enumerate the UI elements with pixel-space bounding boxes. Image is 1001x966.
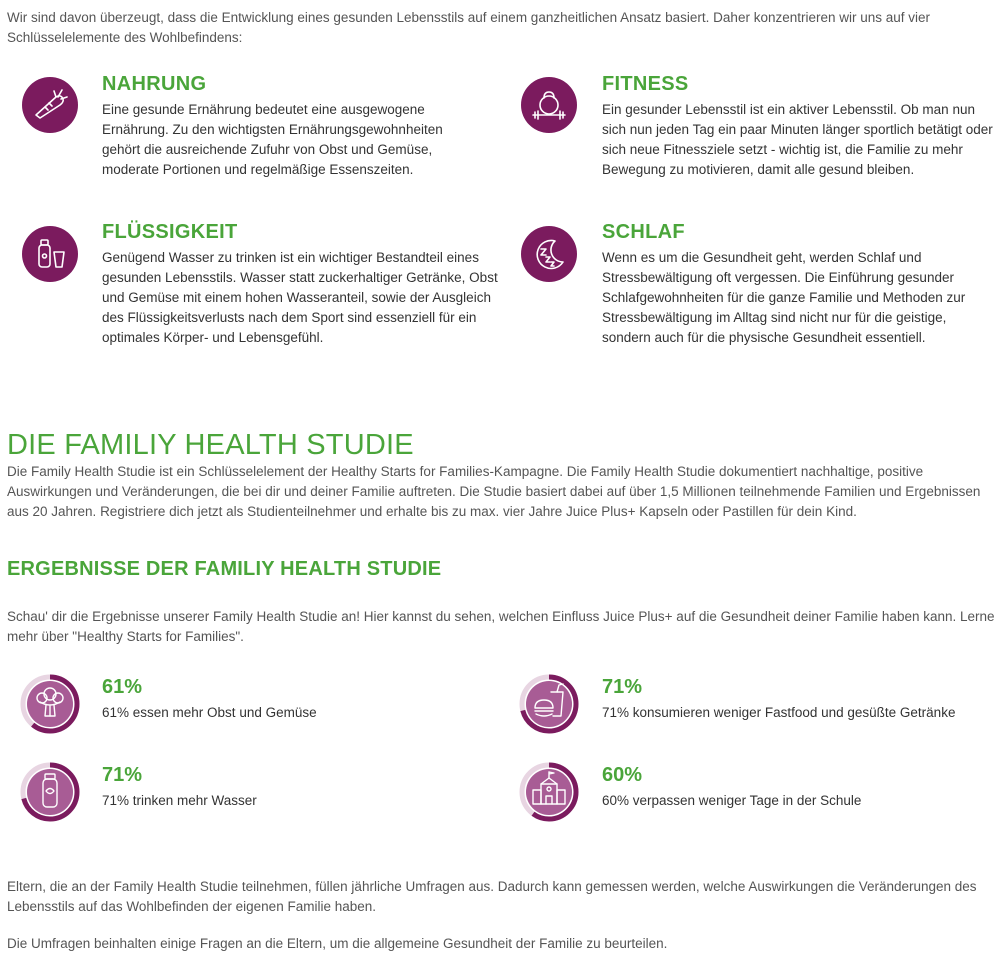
school-icon: [517, 760, 581, 824]
stat-percent: 60%: [602, 764, 643, 786]
pillar-fluessigkeit: [102, 220, 502, 348]
stat-2: [602, 675, 955, 723]
broccoli-icon: [18, 672, 82, 736]
pillar-nahrung: [102, 72, 502, 180]
pillar-text: Genügend Wasser zu trinken ist ein wichtiger Bestandteil eines gesunden Lebensstils. Wasser statt zuckerhaltiger Getränke, Obst und Gemüse mit einem hohen Wasseranteil, sowie der Ausgleich des Flüssigkeitsverlusts nach dem Sport sind essenziell für ein optimales Körper- und Lebensgefühl.: [102, 250, 498, 345]
footer-paragraph-2: Die Umfragen beinhalten einige Fragen an die Eltern, um die allgemeine Gesundheit der Familie zu beurteilen.: [7, 936, 668, 951]
fastfood-icon: [517, 672, 581, 736]
stat-text: 71% konsumieren weniger Fastfood und gesüßte Getränke: [602, 705, 956, 720]
intro-text: Wir sind davon überzeugt, dass die Entwicklung eines gesunden Lebensstils auf einem ganzheitlichen Ansatz basiert. Daher konzentrieren wir uns auf vier Schlüsselelemente des Wohlbefindens:: [7, 10, 931, 45]
stat-4: [602, 763, 861, 811]
pillar-text: Ein gesunder Lebensstil ist ein aktiver Lebensstil. Ob man nun sich nun jeden Tag ein paar Minuten länger sportlich betätigt oder sich neue Fitnessziele setzt - wichtig ist, die Familie zu mehr Bewegung zu motivieren, damit alle gesund bleiben.: [602, 102, 993, 177]
pillar-title: FITNESS: [602, 73, 689, 95]
stat-percent: 61%: [102, 676, 143, 698]
stat-percent: 71%: [602, 676, 643, 698]
stat-text: 60% verpassen weniger Tage in der Schule: [602, 793, 862, 808]
pillar-schlaf: [602, 220, 1001, 348]
results-intro: Schau' dir die Ergebnisse unserer Family Health Studie an! Hier kannst du sehen, welchen Einfluss Juice Plus+ auf die Gesundheit deiner Familie haben kann. Lerne mehr über "Healthy Starts for Families".: [7, 609, 995, 644]
stat-3: [102, 763, 257, 811]
stat-text: 61% essen mehr Obst und Gemüse: [102, 705, 317, 720]
stat-percent: 71%: [102, 764, 143, 786]
study-title: DIE FAMILIY HEALTH STUDIE: [7, 429, 414, 461]
study-text: Die Family Health Studie ist ein Schlüsselelement der Healthy Starts for Families-Kampagne. Die Family Health Studie dokumentiert nachhaltige, positive Auswirkungen und Veränderungen, die bei dir und deiner Familie auftreten. Die Studie basiert dabei auf über 1,5 Millionen teilnehmende Familien und Ergebnissen aus 20 Jahren. Registriere dich jetzt als Studienteilnehmer und erhalte bis zu max. vier Jahre Juice Plus+ Kapseln oder Pastillen für dein Kind.: [7, 464, 981, 519]
kettlebell-icon: [521, 77, 577, 133]
pillar-text: Eine gesunde Ernährung bedeutet eine ausgewogene Ernährung. Zu den wichtigsten Ernährungsgewohnheiten gehört die ausreichende Zufuhr von Obst und Gemüse, moderate Portionen und regelmäßige Essenszeiten.: [102, 102, 443, 177]
results-title: ERGEBNISSE DER FAMILIY HEALTH STUDIE: [7, 558, 442, 580]
water-bottle-icon: [22, 226, 78, 282]
pillar-title: FLÜSSIGKEIT: [102, 221, 238, 243]
pillar-fitness: [602, 72, 1001, 180]
pillar-title: NAHRUNG: [102, 73, 207, 95]
pillar-title: SCHLAF: [602, 221, 685, 243]
stat-text: 71% trinken mehr Wasser: [102, 793, 257, 808]
footer-paragraph-1: Eltern, die an der Family Health Studie teilnehmen, füllen jährliche Umfragen aus. Dadurch kann gemessen werden, welche Auswirkungen die Veränderungen des Lebensstils auf das Wohlbefinden der eigenen Familie haben.: [7, 879, 977, 914]
water-bottle-icon: [18, 760, 82, 824]
pillar-text: Wenn es um die Gesundheit geht, werden Schlaf und Stressbewältigung oft vergessen. Die Einführung gesunder Schlafgewohnheiten für die ganze Familie und Methoden zur Stressbewältigung im Alltag sind nicht nur für die geistige, sondern auch für die physische Gesundheit essentiell.: [602, 250, 966, 345]
stat-1: [102, 675, 317, 723]
carrot-icon: [22, 77, 78, 133]
sleep-icon: [521, 226, 577, 282]
